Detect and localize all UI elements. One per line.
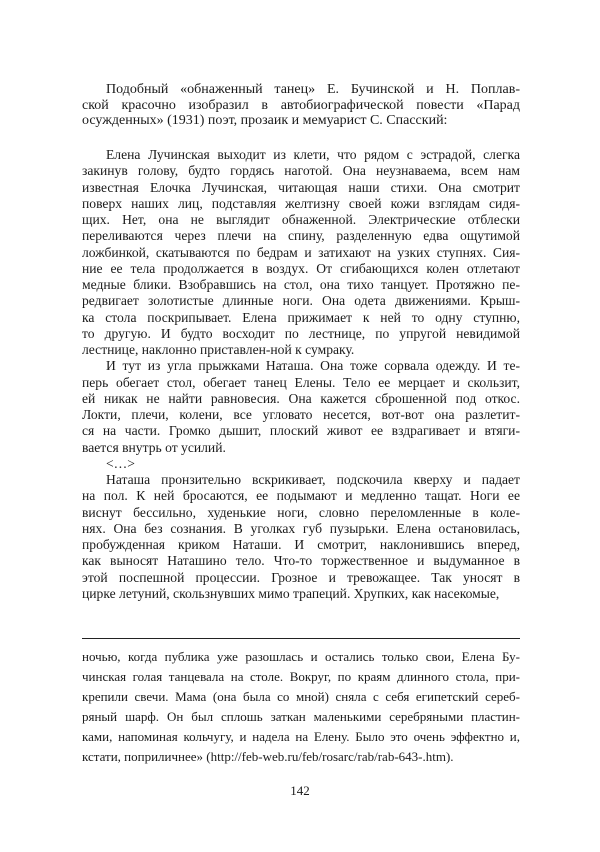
text-line: Локти, плечи, колени, все угловато несется, вот-вот она разлетит- [82,407,520,422]
text-line: медные блики. Взобравшись на стол, она тихо танцует. Протяжно пе- [82,277,520,292]
text-line: <…> [106,455,135,471]
text-line: ской красочно изобразил в автобиографической повести «Парад [82,97,520,113]
text-line: виснут бессильно, худенькие ноги, словно переломленные в коле- [82,504,520,520]
text-line: ние ее тела продолжается в воздух. От сгибающихся колен отлетают [82,260,520,276]
text-line: нях. Она без сознания. В уголках губ пузырьки. Елена остановилась, [82,520,520,536]
page-number: 142 [290,783,310,798]
text-line: то другую. И будто восходит по лестнице, по упругой невидимой [82,325,520,341]
footnote-divider [82,638,520,639]
text-line: лестнице, наклонно приставлен-ной к сумраку. [82,342,355,357]
text-line: Подобный «обнаженный танец» Е. Бучинской и Н. Поплав- [106,82,520,97]
text-line: Наташа пронзительно вскрикивает, подскочила кверху и падает [106,472,520,487]
text-line: Елена Лучинская выходит из клети, что рядом с эстрадой, слегка [106,147,520,162]
text-line: ложбинкой, скатываются по бедрам и затихают на узких ступнях. Сия- [82,244,520,260]
text-line: ка стола поскрипывает. Елена прижимает к ней то одну ступню, [82,309,520,325]
footnote-line: ками, напоминая кольчугу, и надела на Елену. Было это очень эффектно и, [82,729,520,744]
quotation-block [82,147,520,602]
text-line: поверх наших лиц, подставляя желтизну своей кожи взглядам сидя- [82,195,520,211]
text-line: перь обегает стол, обегает танец Елены. Тело ее мерцает и скользит, [82,374,520,390]
intro-paragraph [82,82,520,129]
text-line: закинув голову, будто гордясь наготой. Она неузнаваема, всем нам [82,163,520,179]
text-line: И тут из угла прыжками Наташа. Она тоже сорвала одежду. И те- [106,358,520,374]
footnote-line: чинская голая танцевала на столе. Вокруг, по краям длинного стола, при- [82,669,520,684]
text-line: пробужденная криком Наташи. И смотрит, наклонившись вперед, [82,537,520,552]
text-line: щих. Нет, она не выглядит обнаженной. Электрические отблески [82,212,520,227]
text-line: как выносят Наташино тело. Что-то торжественное и выдуманное в [82,553,520,569]
text-line: этой поспешной процессии. Грозное и тревожащее. Так уносят в [82,569,520,585]
text-line: ся на части. Громко дышит, плоский живот ее вздрагивает и втяги- [82,423,520,439]
footnote-line: кстати, поприличнее» (http://feb-web.ru/feb/rosarc/rab/rab-643-.htm). [82,749,454,764]
footnote [82,647,520,767]
footnote-line: ночью, когда публика уже разошлась и остались только свои, Елена Бу- [82,649,520,664]
text-line: известная Елочка Лучинская, читающая наши стихи. Она смотрит [82,179,520,195]
footnote-line: ряный шарф. Он был сплошь заткан маленькими серебряными пластин- [82,709,520,724]
text-line: цирке летуний, скользнувших мимо трапеций. Хрупких, как насекомые, [82,585,500,601]
text-line: переливаются через плечи на спину, разделенную едва ощутимой [82,228,520,244]
text-line: редвигает золотистые длинные ноги. Она одета движениями. Крыш- [82,293,520,309]
text-line: ей никак не найти равновесия. Она кажется сброшенной под откос. [82,390,520,406]
text-line: осужденных» (1931) поэт, прозаик и мемуарист С. Спасский: [82,113,448,128]
text-line: на пол. К ней бросаются, ее подымают и медленно тащат. Ноги ее [82,488,520,504]
footnote-line: крепили свечи. Мама (она была со мной) сняла с себя египетский сереб- [82,689,520,704]
text-line: вается внутрь от усилий. [82,439,226,455]
